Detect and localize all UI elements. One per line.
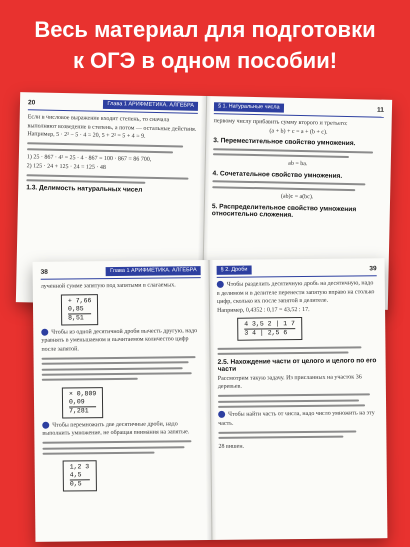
bullet-icon (218, 411, 225, 418)
paragraph: Если в числовое выражение входит степень, то сначала выполняют возведение в степень, а потом — остальные действия. (27, 114, 197, 133)
property-heading: 4. Сочетательное свойство умножения. (212, 170, 343, 180)
box-row: 3 4 | 2,5 6 (244, 328, 295, 338)
running-head: Глава 1 АРИФМЕТИКА. АЛГЕБРА (106, 266, 201, 276)
paragraph: Рассмотрим такую задачу. Из присланных на участок 36 деревьев. (217, 373, 362, 391)
division-box (237, 317, 302, 341)
headline-line-2: к ОГЭ в одном пособии! (72, 48, 338, 73)
text-lines (217, 346, 377, 355)
rule-text: Чтобы найти часть от числа, надо число умножить на эту часть. (218, 410, 375, 427)
page-number: 20 (27, 99, 36, 107)
example-line: Например, 5 · 2² − 5 · 4 = 20, 5 + 2² = 5 + 4 = 9. (27, 131, 146, 140)
box-row: × 0,809 (68, 389, 97, 398)
box-row: 1,2 3 (69, 463, 90, 471)
box-row: 0,5 (70, 480, 90, 489)
example-box (61, 294, 99, 325)
page-number: 38 (40, 268, 48, 276)
box-row: 7,281 (69, 406, 96, 415)
running-head: Глава 1 АРИФМЕТИКА. АЛГЕБРА (103, 100, 198, 111)
text-lines (218, 430, 378, 439)
bullet-icon (41, 328, 48, 335)
example-box (62, 387, 104, 418)
answer-line: 28 вишен. (218, 443, 245, 450)
rule-paragraph (217, 279, 377, 306)
box-row: 8,51 (68, 313, 91, 322)
rule-text: Чтобы разделить десятичную дробь на десятичную, надо в делимом и в делителе перенести запятую вправо на столько цифр, сколько их после запятой в делителе. (216, 280, 375, 306)
rule-paragraph (218, 410, 378, 429)
property-heading: 5. Распределительное свойство умножения относительно сложения. (211, 202, 357, 219)
section-heading: 1.3. Делимость натуральных чисел (26, 184, 143, 195)
rule-paragraph (42, 420, 202, 439)
text-lines (26, 174, 196, 185)
property-heading: 3. Переместительное свойство умножения. (213, 137, 356, 148)
front-book-right-page (209, 258, 388, 540)
text-lines (42, 440, 202, 454)
example-line: Например, 0,4352 : 0,17 = 43,52 : 17. (217, 306, 310, 314)
bullet-icon (42, 422, 49, 429)
formula: ab = ba. (288, 161, 308, 168)
front-book-left-page (33, 260, 213, 542)
solution-line-1: 1) 25 · 867 · 4² = 25 · 4 · 867 = 100 · 867 = 86 700, (26, 154, 152, 163)
section-heading: 2.5. Нахождение части от целого и целого по его части (217, 356, 377, 373)
running-head: § 2. Дроби (217, 266, 252, 275)
rule-text: Чтобы перемножить две десятичные дроби, надо выполнить умножение, не обращая внимания на запятые. (42, 421, 190, 438)
text-lines (212, 181, 382, 192)
page-number: 39 (369, 265, 377, 273)
bullet-icon (217, 281, 224, 288)
front-book-spread (33, 258, 388, 542)
text-lines (42, 356, 202, 381)
page-number: 11 (376, 106, 385, 114)
box-row: 0,09 (68, 398, 85, 406)
paragraph: лученной сумме запятую под запятыми в слагаемых. (40, 282, 176, 290)
headline-line-1: Весь материал для подготовки (34, 17, 376, 42)
example-box (63, 461, 97, 492)
text-lines (218, 393, 378, 407)
box-row: 4 3,5 2 | 1 7 (244, 320, 295, 329)
box-row: + 7,66 (67, 296, 92, 305)
running-head: § 1. Натуральные числа (214, 102, 284, 112)
rule-text: Чтобы из одной десятичной дроби вычесть другую, надо уравнять в уменьшаемом и вычитаемом количество цифр после запятой. (41, 327, 198, 353)
solution-line-2: 2) 125 · 24 + 125 · 24 = 125 · 48 (26, 162, 107, 171)
promo-headline (0, 14, 410, 76)
box-row: 4,5 (69, 471, 82, 479)
text-lines (27, 142, 197, 153)
formula: (a + b) + c = a + (b + c). (269, 127, 328, 136)
formula: (ab)c = a(bc). (280, 193, 314, 201)
box-row: 0,85 (67, 304, 84, 313)
paragraph: первому числу прибавить сумму второго и третьего: (213, 118, 348, 127)
rule-paragraph (41, 327, 201, 354)
text-lines (213, 148, 383, 159)
